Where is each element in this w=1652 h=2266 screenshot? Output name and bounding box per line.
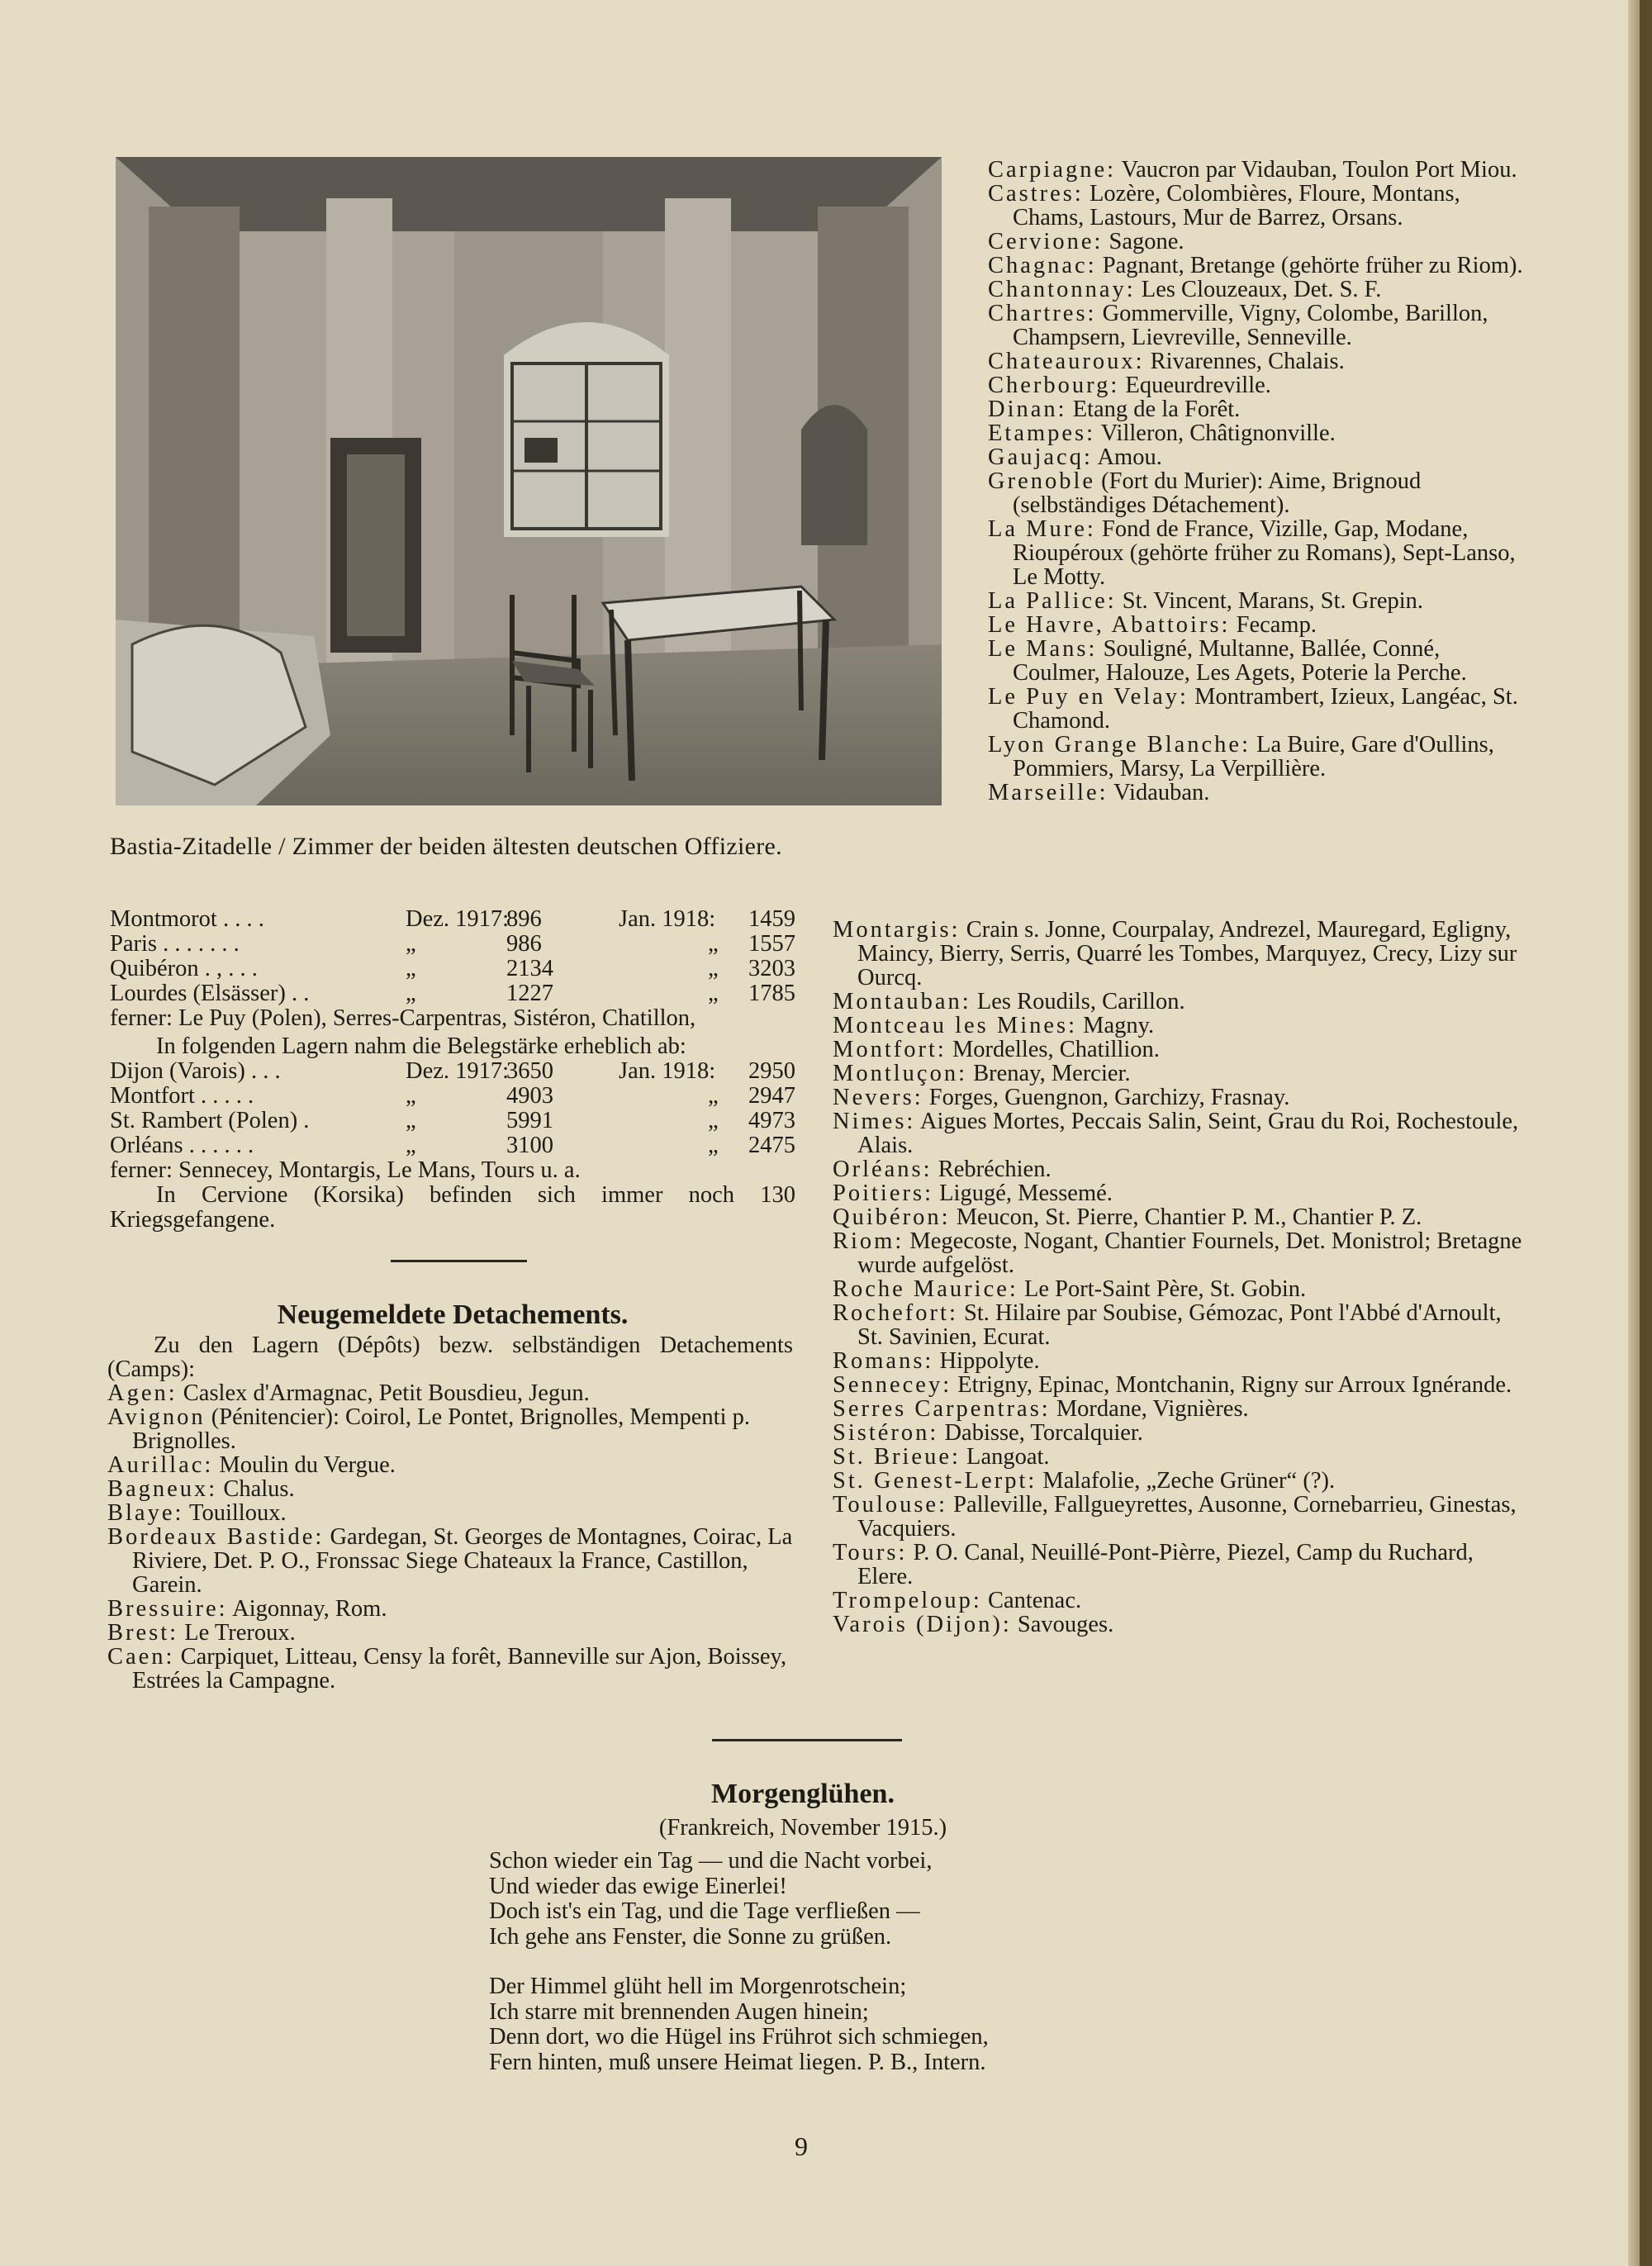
stats-row xyxy=(110,1084,795,1109)
camp-name: Brest: xyxy=(107,1620,179,1646)
detachement-places: Les Roudils, Carillon. xyxy=(976,989,1185,1014)
stats-place: Quibéron . , . . . xyxy=(110,956,258,981)
detachement-places: Crain s. Jonne, Courpalay, Andrezel, Mauregard, Egligny, Maincy, Bierry, Serris, Quarré les Tombes, Marquyez, Crecy, Lizy sur Ourcq. xyxy=(857,917,1517,990)
camp-name: Castres: xyxy=(988,181,1084,207)
camp-name: Roche Maurice: xyxy=(833,1276,1018,1302)
stats-table-decrease xyxy=(110,1059,795,1158)
detachement-places: Savouges. xyxy=(1017,1612,1114,1637)
detachement-places: Souligné, Multanne, Ballée, Conné, Coulmer, Halouze, Les Agets, Poterie la Perche. xyxy=(1013,636,1467,686)
detachement-entry xyxy=(988,349,1523,373)
stats-dez-value: 896 xyxy=(506,906,542,932)
stats-row xyxy=(110,1109,795,1133)
detachements-heading: Neugemeldete Detachements. xyxy=(277,1299,629,1330)
detachement-entry xyxy=(833,918,1523,990)
figure-caption: Bastia-Zitadelle / Zimmer der beiden ältesten deutschen Offiziere. xyxy=(110,833,782,860)
camp-name: Sistéron: xyxy=(833,1420,939,1446)
detachements-left-column xyxy=(107,1333,793,1693)
camp-name: Montceau les Mines: xyxy=(833,1013,1078,1038)
stats-dez-label: „ xyxy=(406,1108,416,1133)
stats-place: St. Rambert (Polen) . xyxy=(110,1108,310,1133)
detachement-entry xyxy=(833,1014,1523,1038)
detachement-entry xyxy=(833,1181,1523,1205)
detachement-places: Dabisse, Torcalquier. xyxy=(944,1420,1143,1446)
detachement-entry xyxy=(833,1085,1523,1109)
detachement-places: Equeurdreville. xyxy=(1125,373,1271,398)
detachement-entry xyxy=(988,254,1523,278)
camp-name: Cervione: xyxy=(988,229,1104,254)
stats-jan-value: 2950 xyxy=(748,1058,795,1084)
camp-name: Gaujacq: xyxy=(988,444,1093,470)
stats-jan-ditto: „ xyxy=(708,931,719,957)
poem-stanza-1 xyxy=(489,1849,1117,1950)
detachement-entry xyxy=(988,613,1523,637)
detachement-places: La Buire, Gare d'Oullins, Pommiers, Marsy, La Verpillière. xyxy=(1013,732,1494,781)
detachement-places: Gommerville, Vigny, Colombe, Barillon, Champsern, Lievreville, Senneville. xyxy=(1013,301,1488,350)
camp-name: Le Mans: xyxy=(988,636,1098,662)
detachement-places: Brenay, Mercier. xyxy=(973,1061,1131,1086)
camp-name: Quibéron: xyxy=(833,1204,951,1230)
camp-name: Etampes: xyxy=(988,420,1096,446)
poem-line: Ich gehe ans Fenster, die Sonne zu grüßen. xyxy=(489,1923,892,1950)
detachement-places: Aigonnay, Rom. xyxy=(232,1596,387,1622)
cervione-note: In Cervione (Korsika) befinden sich immer noch 130 Kriegsgefangene. xyxy=(110,1182,795,1233)
stats-row xyxy=(110,1059,795,1084)
ferner-b: ferner: Sennecey, Montargis, Le Mans, Tours u. a. xyxy=(110,1157,581,1183)
camp-name: St. Brieue: xyxy=(833,1444,961,1470)
detachement-places: Pagnant, Bretange (gehörte früher zu Riom). xyxy=(1102,253,1523,278)
detachement-places: Megecoste, Nogant, Chantier Fournels, Det. Monistrol; Bretagne wurde aufgelöst. xyxy=(857,1228,1522,1278)
detachement-places: Ligugé, Messemé. xyxy=(939,1181,1113,1206)
stats-jan-label: Jan. 1918: xyxy=(619,906,716,932)
detachement-places: Rebréchien. xyxy=(938,1157,1051,1182)
camp-name: Agen: xyxy=(107,1380,178,1406)
ferner-a: ferner: Le Puy (Polen), Serres-Carpentras, Sistéron, Chatillon, xyxy=(110,1005,696,1031)
camp-name: Blaye: xyxy=(107,1500,184,1526)
stats-row xyxy=(110,1133,795,1158)
camp-name: Bordeaux Bastide: xyxy=(107,1524,325,1550)
stats-row xyxy=(110,981,795,1006)
detachement-entry xyxy=(988,733,1523,781)
poem-line: Doch ist's ein Tag, und die Tage verfließen — xyxy=(489,1898,920,1924)
detachement-places: Chalus. xyxy=(223,1476,295,1502)
detachements-right-top xyxy=(988,158,1523,805)
camp-name: La Pallice: xyxy=(988,588,1117,614)
detachement-entry xyxy=(107,1453,793,1477)
detachement-entry xyxy=(107,1501,793,1525)
poem-line: Der Himmel glüht hell im Morgenrotschein; xyxy=(489,1974,907,1999)
poem-line: Ich starre mit brennenden Augen hinein; xyxy=(489,1998,869,2025)
camp-name: Chartres: xyxy=(988,301,1097,326)
camp-name: Carpiagne: xyxy=(988,157,1117,183)
detachement-entry xyxy=(833,1038,1523,1062)
detachement-entry xyxy=(833,1301,1523,1349)
camp-name: Aurillac: xyxy=(107,1452,214,1478)
stats-dez-label: „ xyxy=(406,981,416,1006)
detachement-entry xyxy=(833,1493,1523,1541)
detachement-places: Villeron, Châtignonville. xyxy=(1100,420,1336,446)
detachement-entry xyxy=(988,781,1523,805)
stats-jan-value: 1459 xyxy=(748,906,795,932)
detachement-entry xyxy=(988,685,1523,733)
detachements-intro: Zu den Lagern (Dépôts) bezw. selbständigen Detachements (Camps): xyxy=(107,1333,793,1382)
detachement-places: Carpiquet, Litteau, Censy la forêt, Banneville sur Ajon, Boissey, Estrées la Campagne. xyxy=(132,1644,787,1694)
detachement-entry xyxy=(988,517,1523,589)
detachement-places: Palleville, Fallgueyrettes, Ausonne, Cornebarrieu, Ginestas, Vacquiers. xyxy=(857,1492,1517,1542)
camp-name: Bagneux: xyxy=(107,1476,218,1502)
detachement-entry xyxy=(988,421,1523,445)
camp-name: Montauban: xyxy=(833,989,971,1014)
stats-dez-label: „ xyxy=(406,931,416,957)
detachement-entry xyxy=(988,302,1523,349)
detachement-places: Lozère, Colombières, Floure, Montans, Chams, Lastours, Mur de Barrez, Orsans. xyxy=(1013,181,1460,230)
detachement-places: Sagone. xyxy=(1108,229,1184,254)
stats-jan-ditto: „ xyxy=(708,1108,719,1133)
detachement-places: Amou. xyxy=(1097,444,1162,470)
camp-name: Riom: xyxy=(833,1228,904,1254)
detachement-places: Vidauban. xyxy=(1113,780,1210,805)
detachement-entry xyxy=(988,445,1523,469)
detachement-places: Vaucron par Vidauban, Toulon Port Miou. xyxy=(1121,157,1517,183)
detachement-places: St. Vincent, Marans, St. Grepin. xyxy=(1122,588,1424,614)
camp-name: Rochefort: xyxy=(833,1300,958,1326)
photo-bastia-room xyxy=(116,157,942,805)
stats-dez-value: 5991 xyxy=(506,1108,553,1133)
stats-jan-value: 1785 xyxy=(748,981,795,1006)
detachement-entry xyxy=(833,1109,1523,1157)
detachement-entry xyxy=(833,1349,1523,1373)
camp-name: Montluçon: xyxy=(833,1061,967,1086)
camp-name: Lyon Grange Blanche: xyxy=(988,732,1251,758)
stats-jan-value: 2475 xyxy=(748,1133,795,1158)
camp-name: Tours: xyxy=(833,1540,908,1565)
stats-dez-value: 1227 xyxy=(506,981,553,1006)
stats-row xyxy=(110,932,795,957)
detachement-entry xyxy=(833,1373,1523,1397)
stats-jan-ditto: „ xyxy=(708,956,719,981)
detachement-entry xyxy=(833,1229,1523,1277)
detachement-list-left xyxy=(107,1381,793,1693)
stats-dez-label: Dez. 1917: xyxy=(406,906,510,932)
poem-line: Und wieder das ewige Einerlei! xyxy=(489,1873,787,1899)
stats-dez-value: 3650 xyxy=(506,1058,553,1084)
detachement-list-right-bottom xyxy=(833,918,1523,1637)
detachement-places: St. Hilaire par Soubise, Gémozac, Pont l'Abbé d'Arnoult, St. Savinien, Ecurat. xyxy=(857,1300,1502,1350)
stats-row xyxy=(110,907,795,932)
detachement-places: Cantenac. xyxy=(987,1588,1082,1613)
camp-name: Caen: xyxy=(107,1644,175,1670)
detachement-entry xyxy=(107,1621,793,1645)
stats-jan-label: Jan. 1918: xyxy=(619,1058,716,1084)
stats-jan-value: 3203 xyxy=(748,956,795,981)
detachement-entry xyxy=(988,397,1523,421)
camp-name: Toulouse: xyxy=(833,1492,947,1518)
stats-dez-label: „ xyxy=(406,956,416,981)
detachement-entry xyxy=(988,637,1523,685)
detachement-places: Touilloux. xyxy=(189,1500,287,1526)
stats-table-increase xyxy=(110,907,795,1006)
detachement-entry xyxy=(107,1405,793,1453)
camp-name: Dinan: xyxy=(988,397,1067,422)
stats-dez-value: 2134 xyxy=(506,956,553,981)
camp-name: Trompeloup: xyxy=(833,1588,982,1613)
detachement-places: Mordelles, Chatillion. xyxy=(952,1037,1160,1062)
stats-jan-ditto: „ xyxy=(708,981,719,1006)
stats-place: Montmorot . . . . xyxy=(110,906,264,932)
camp-name: Cherbourg: xyxy=(988,373,1120,398)
detachement-entry xyxy=(107,1525,793,1597)
detachement-places: Fond de France, Vizille, Gap, Modane, Rioupéroux (gehörte früher zu Romans), Sept-Lanso, Le Motty. xyxy=(1013,516,1516,590)
stats-block xyxy=(110,907,795,1233)
camp-name: Montargis: xyxy=(833,917,961,943)
stats-jan-value: 4973 xyxy=(748,1108,795,1133)
camp-name: Le Havre, Abattoirs: xyxy=(988,612,1231,638)
detachement-places: Fecamp. xyxy=(1236,612,1317,638)
camp-name: Chantonnay: xyxy=(988,277,1136,302)
stats-row xyxy=(110,957,795,981)
camp-name: Sennecey: xyxy=(833,1372,952,1398)
poem-line: Fern hinten, muß unsere Heimat liegen. P. B., Intern. xyxy=(489,2049,986,2075)
camp-name: Marseille: xyxy=(988,780,1108,805)
detachement-entry xyxy=(988,230,1523,254)
stats-jan-value: 2947 xyxy=(748,1083,795,1109)
detachement-entry xyxy=(833,1277,1523,1301)
camp-name: Le Puy en Velay: xyxy=(988,684,1189,710)
detachement-places: Malafolie, „Zeche Grüner“ (?). xyxy=(1042,1468,1336,1494)
camp-name: Poitiers: xyxy=(833,1181,934,1206)
detachement-entry xyxy=(107,1645,793,1693)
stats-jan-value: 1557 xyxy=(748,931,795,957)
poem-line: Schon wieder ein Tag — und die Nacht vorbei, xyxy=(489,1848,933,1874)
camp-name: Romans: xyxy=(833,1348,934,1374)
poem xyxy=(489,1849,1117,2075)
stats-place: Montfort . . . . . xyxy=(110,1083,254,1109)
detachement-places: Caslex d'Armagnac, Petit Bousdieu, Jegun. xyxy=(183,1380,590,1406)
stats-dez-label: „ xyxy=(406,1083,416,1109)
detachement-places: Etrigny, Epinac, Montchanin, Rigny sur Arroux Ignérande. xyxy=(957,1372,1512,1398)
detachement-entry xyxy=(833,1541,1523,1589)
detachement-places: Langoat. xyxy=(966,1444,1050,1470)
detachement-entry xyxy=(833,1062,1523,1085)
detachement-entry xyxy=(988,589,1523,613)
room-illustration xyxy=(116,157,942,805)
detachement-entry xyxy=(833,1205,1523,1229)
stats-jan-ditto: „ xyxy=(708,1083,719,1109)
poem-title: Morgenglühen. xyxy=(711,1779,895,1809)
detachement-places: Moulin du Vergue. xyxy=(219,1452,396,1478)
detachement-places: Rivarennes, Chalais. xyxy=(1150,349,1345,374)
camp-name: Bressuire: xyxy=(107,1596,228,1622)
stats-place: Dijon (Varois) . . . xyxy=(110,1058,281,1084)
camp-name: St. Genest-Lerpt: xyxy=(833,1468,1037,1494)
stats-jan-ditto: „ xyxy=(708,1133,719,1158)
camp-name: Serres Carpentras: xyxy=(833,1396,1051,1422)
camp-name: Orléans: xyxy=(833,1157,933,1182)
detachement-places: Hippolyte. xyxy=(939,1348,1040,1374)
detachement-entry xyxy=(988,182,1523,230)
detachement-places: Gardegan, St. Georges de Montagnes, Coirac, La Riviere, Det. P. O., Fronssac Siege Chateaux la France, Castillon, Garein. xyxy=(132,1524,793,1598)
camp-name: Nimes: xyxy=(833,1109,916,1134)
camp-name: La Mure: xyxy=(988,516,1096,542)
detachement-entry xyxy=(833,1157,1523,1181)
detachement-places: Forges, Guengnon, Garchizy, Frasnay. xyxy=(928,1085,1290,1110)
camp-name: Varois (Dijon): xyxy=(833,1612,1012,1637)
detachement-places: Magny. xyxy=(1083,1013,1155,1038)
detachement-entry xyxy=(107,1477,793,1501)
stats-dez-label: Dez. 1917: xyxy=(406,1058,510,1084)
camp-name: Chateauroux: xyxy=(988,349,1145,374)
poem-line: Denn dort, wo die Hügel ins Frührot sich schmiegen, xyxy=(489,2024,989,2050)
detachement-places: Le Port-Saint Père, St. Gobin. xyxy=(1023,1276,1307,1302)
detachement-places: P. O. Canal, Neuillé-Pont-Pièrre, Piezel, Camp du Ruchard, Elere. xyxy=(857,1540,1474,1589)
camp-name: Nevers: xyxy=(833,1085,923,1110)
stats-dez-value: 4903 xyxy=(506,1083,553,1109)
detachement-entry xyxy=(988,158,1523,182)
detachement-places: Le Treroux. xyxy=(184,1620,296,1646)
detachement-places: Aigues Mortes, Peccais Salin, Seint, Grau du Roi, Rochestoule, Alais. xyxy=(857,1109,1519,1158)
detachement-entry xyxy=(833,1445,1523,1469)
detachement-entry xyxy=(833,1613,1523,1637)
divider xyxy=(391,1260,527,1262)
camp-name: Chagnac: xyxy=(988,253,1097,278)
stats-dez-value: 986 xyxy=(506,931,542,957)
poem-subtitle: (Frankreich, November 1915.) xyxy=(658,1815,947,1841)
detachement-entry xyxy=(833,1421,1523,1445)
detachement-places: (Pénitencier): Coirol, Le Pontet, Brignolles, Mempenti p. Brignolles. xyxy=(132,1404,750,1454)
detachement-entry xyxy=(107,1597,793,1621)
stats-place: Paris . . . . . . . xyxy=(110,931,240,957)
camp-name: Grenoble xyxy=(988,468,1096,494)
intro-decrease: In folgenden Lagern nahm die Belegstärke erheblich ab: xyxy=(156,1033,686,1059)
stats-place: Orléans . . . . . . xyxy=(110,1133,254,1158)
detachement-entry xyxy=(833,1397,1523,1421)
poem-stanza-2 xyxy=(489,1974,1117,2075)
detachement-entry xyxy=(833,1469,1523,1493)
detachements-right-bottom xyxy=(833,918,1523,1637)
detachement-entry xyxy=(988,373,1523,397)
stats-dez-label: „ xyxy=(406,1133,416,1158)
stats-dez-value: 3100 xyxy=(506,1133,553,1158)
detachement-places: Meucon, St. Pierre, Chantier P. M., Chantier P. Z. xyxy=(956,1204,1422,1230)
detachement-list-right-top xyxy=(988,158,1523,805)
page-number: 9 xyxy=(795,2131,808,2161)
detachement-places: Montrambert, Izieux, Langéac, St. Chamond. xyxy=(1013,684,1518,734)
divider xyxy=(712,1739,902,1741)
detachement-entry xyxy=(833,990,1523,1014)
camp-name: Montfort: xyxy=(833,1037,947,1062)
detachement-entry xyxy=(833,1589,1523,1613)
detachement-entry xyxy=(988,469,1523,517)
detachement-entry xyxy=(988,278,1523,302)
stats-place: Lourdes (Elsässer) . . xyxy=(110,981,310,1006)
camp-name: Avignon xyxy=(107,1404,206,1430)
detachement-entry xyxy=(107,1381,793,1405)
detachement-places: Mordane, Vignières. xyxy=(1056,1396,1249,1422)
detachement-places: Les Clouzeaux, Det. S. F. xyxy=(1141,277,1382,302)
detachement-places: Etang de la Forêt. xyxy=(1072,397,1241,422)
detachement-places: (Fort du Murier): Aime, Brignoud (selbständiges Détachement). xyxy=(1013,468,1422,518)
